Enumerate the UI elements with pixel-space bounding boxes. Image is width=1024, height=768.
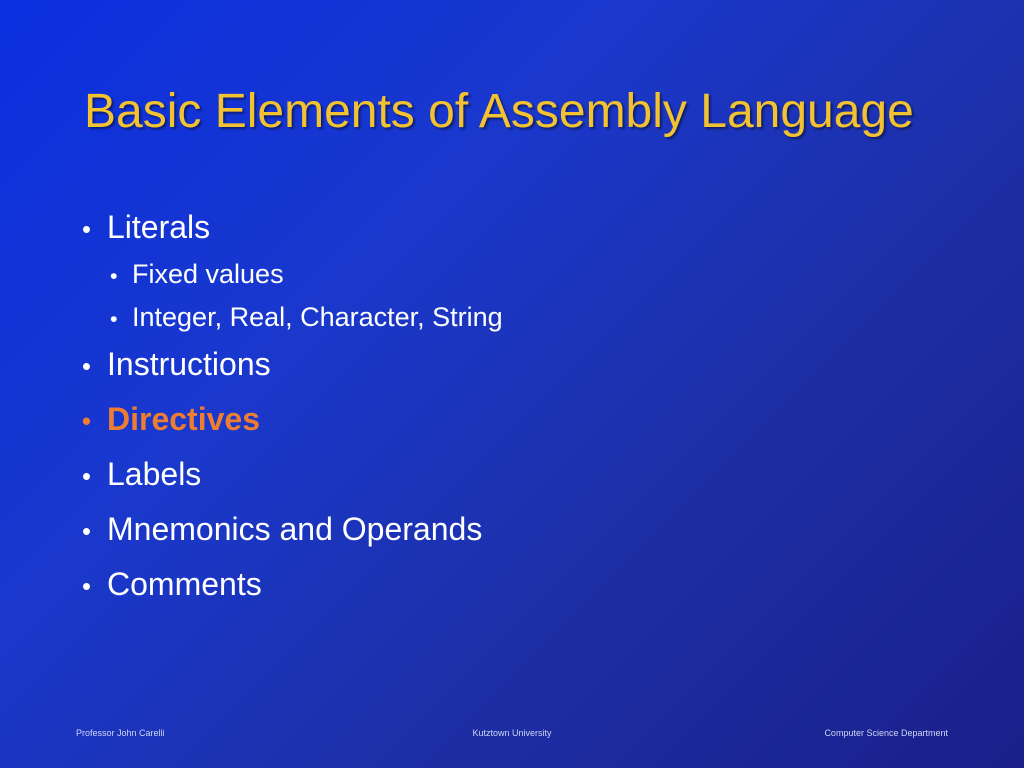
list-subitem-fixed-values xyxy=(82,258,882,292)
bullet-icon: • xyxy=(82,408,91,436)
list-item-comments xyxy=(82,565,882,606)
list-item-text: Instructions xyxy=(107,346,271,382)
list-item-text: Literals xyxy=(107,209,211,245)
bullet-icon: • xyxy=(110,263,118,288)
list-item-text: Mnemonics and Operands xyxy=(107,511,483,547)
list-item-directives xyxy=(82,400,882,441)
list-item-text: Directives xyxy=(107,401,260,437)
bullet-icon: • xyxy=(82,216,91,244)
slide-title: Basic Elements of Assembly Language xyxy=(84,85,914,138)
list-item-labels xyxy=(82,455,882,496)
list-item-instructions xyxy=(82,345,882,386)
bullet-icon: • xyxy=(82,353,91,381)
footer-author: Professor John Carelli xyxy=(76,728,165,738)
footer-department: Computer Science Department xyxy=(824,728,948,738)
bullet-icon: • xyxy=(82,573,91,601)
list-item-text: Labels xyxy=(107,456,202,492)
bullet-icon: • xyxy=(82,518,91,546)
bullet-icon: • xyxy=(82,463,91,491)
list-item-text: Comments xyxy=(107,566,262,602)
list-item-text: Fixed values xyxy=(132,259,284,289)
list-item-mnemonics-operands xyxy=(82,510,882,551)
list-subitem-literal-types xyxy=(82,301,882,335)
footer-institution: Kutztown University xyxy=(472,728,552,738)
list-item-literals xyxy=(82,208,882,249)
list-item-text: Integer, Real, Character, String xyxy=(132,302,503,332)
bullet-icon: • xyxy=(110,306,118,331)
bullet-list xyxy=(82,208,882,606)
